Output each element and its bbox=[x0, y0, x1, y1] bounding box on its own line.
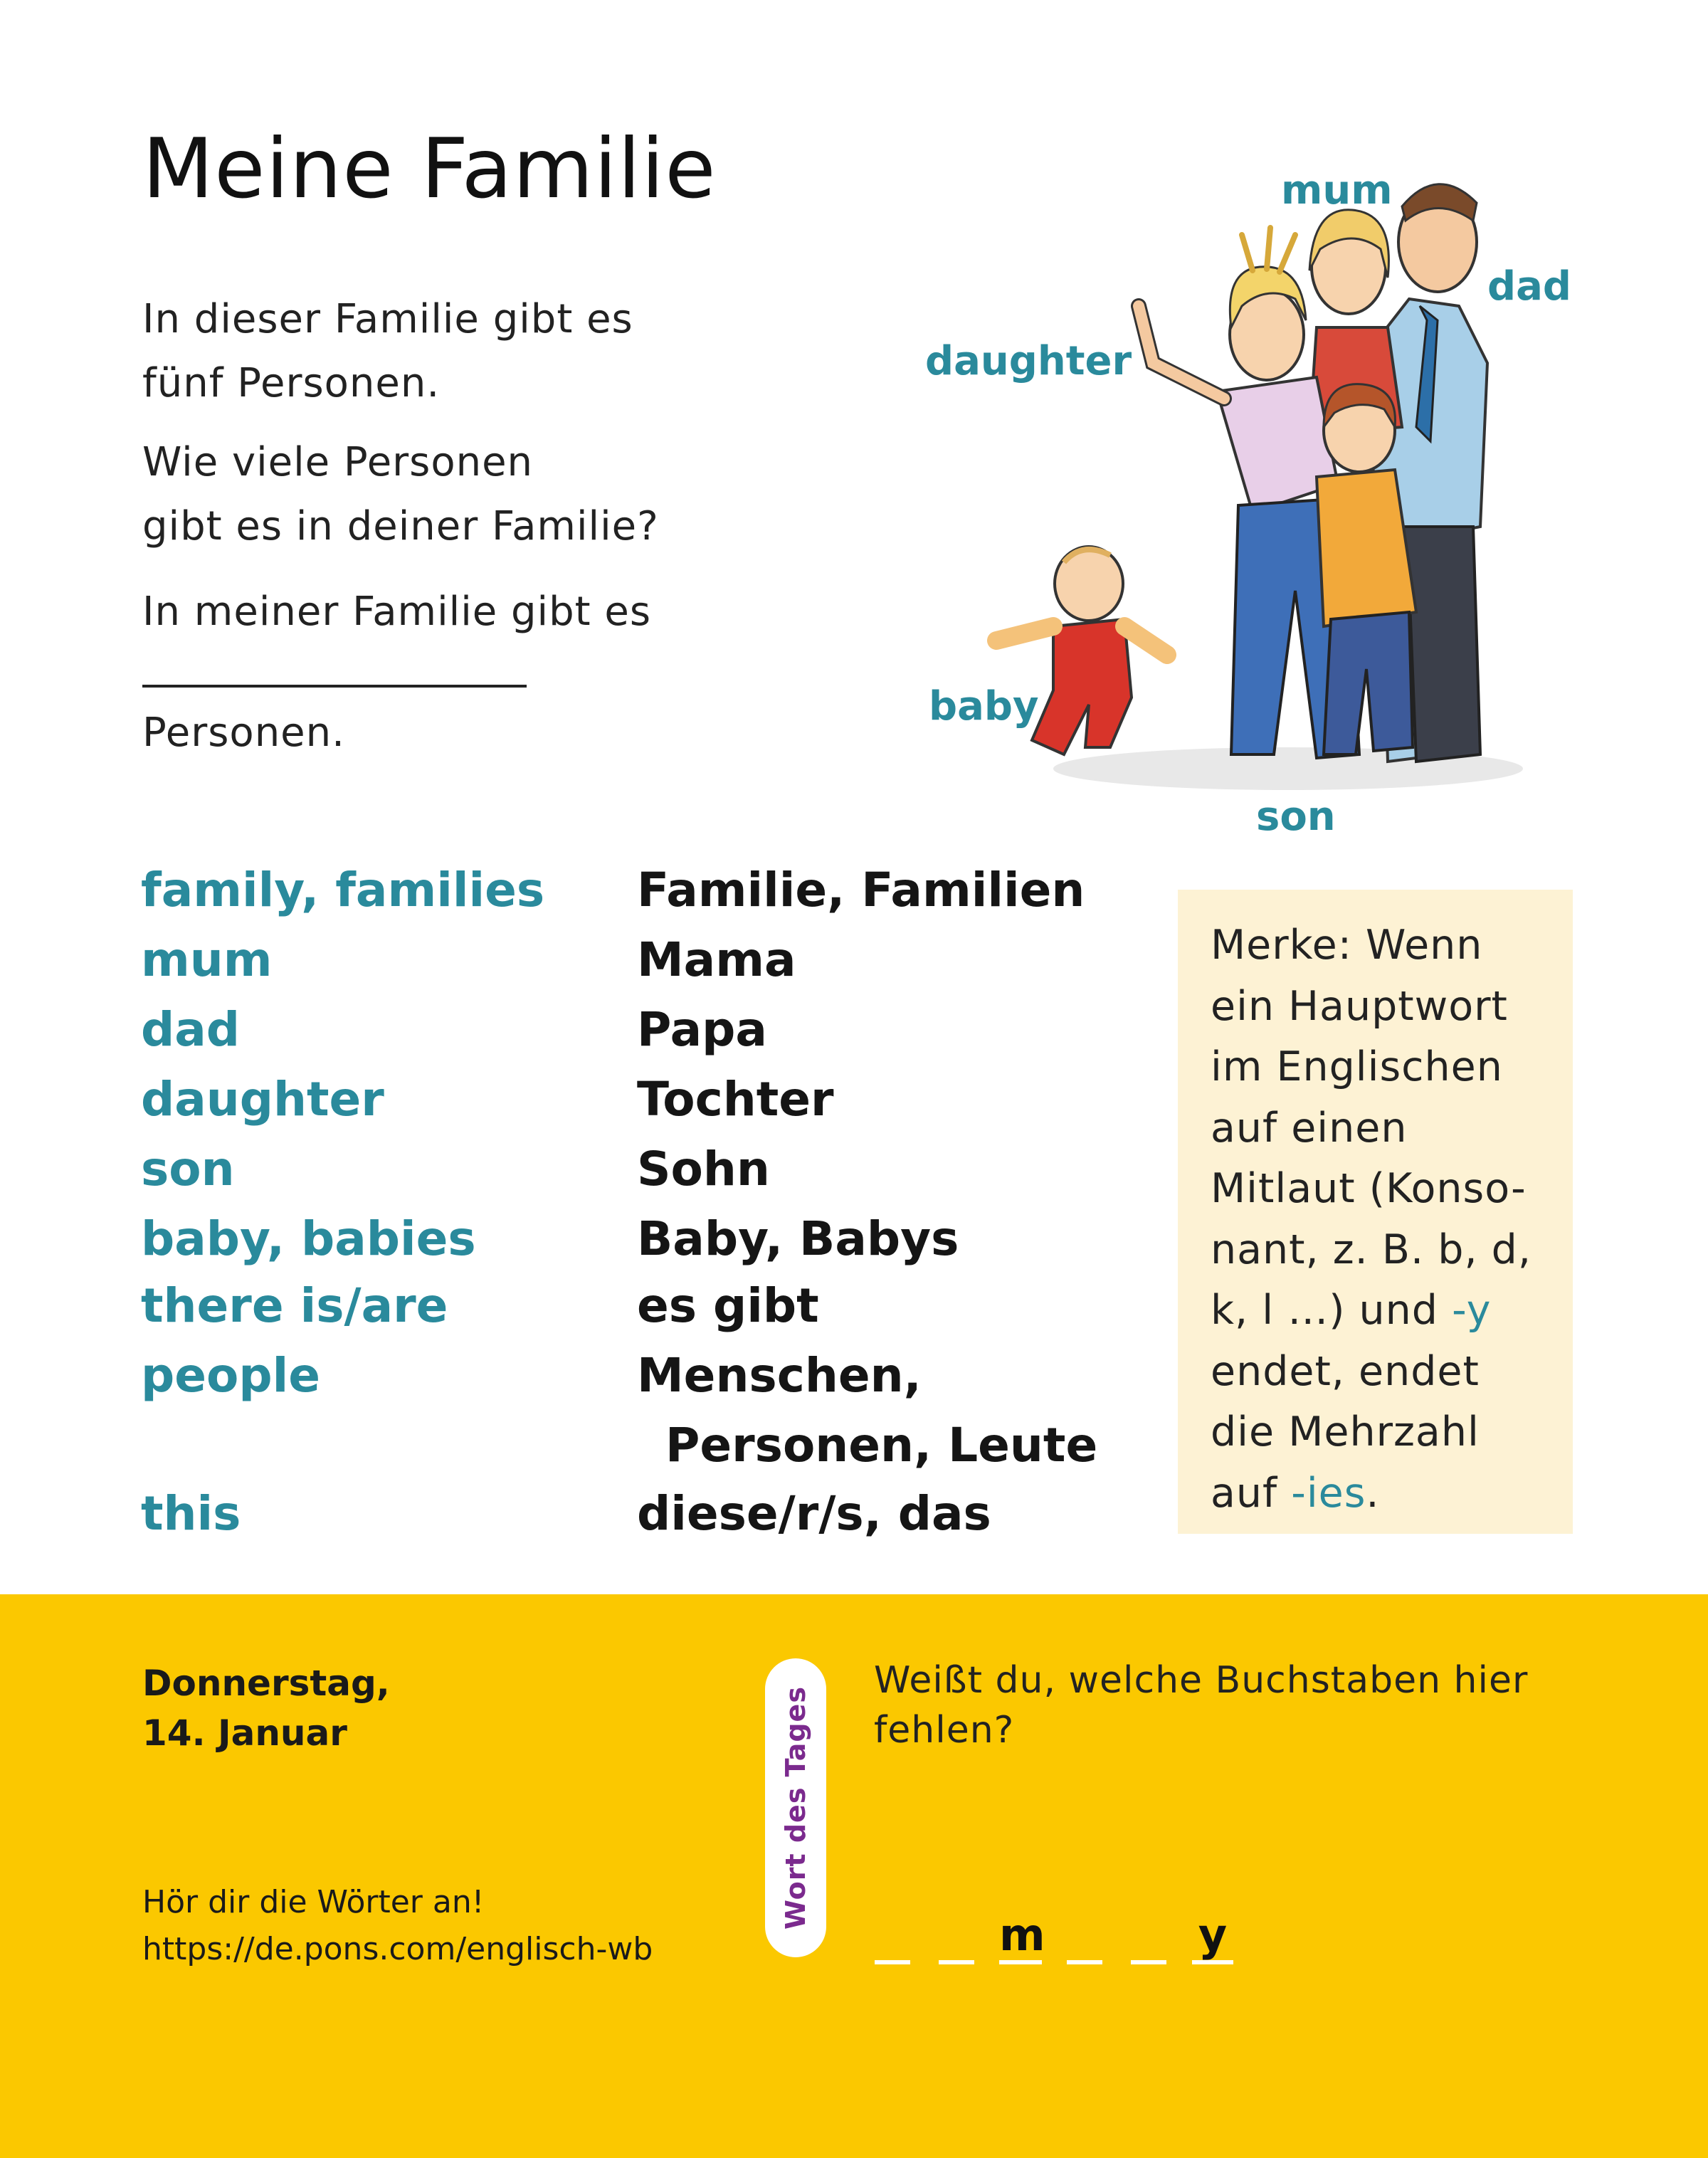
audio-hint bbox=[142, 1879, 653, 1973]
label-mum: mum bbox=[1281, 167, 1393, 214]
vocab-de-3: Papa bbox=[637, 1002, 767, 1057]
word-of-day-tab bbox=[765, 1658, 826, 1957]
puzzle-question-line-1: Weißt du, welche Buchstaben hier bbox=[874, 1659, 1529, 1702]
vocab-de-2: Mama bbox=[637, 932, 796, 987]
letter-slot-4[interactable] bbox=[1064, 1900, 1105, 1964]
letter-slot-3 bbox=[999, 1900, 1045, 1964]
intro-question-1: Wie viele Personen bbox=[142, 439, 534, 485]
date-weekday: Donnerstag, bbox=[142, 1663, 390, 1704]
grammar-note-text bbox=[1211, 915, 1559, 1524]
grammar-note-box bbox=[1178, 890, 1573, 1534]
letter-puzzle bbox=[872, 1893, 1256, 1964]
note-line-5: Mitlaut (Konso- bbox=[1211, 1165, 1527, 1212]
note-line-10-text: auf bbox=[1211, 1469, 1292, 1517]
word-of-day-label: Wort des Tages bbox=[780, 1686, 811, 1930]
intro-answer-suffix: Personen. bbox=[142, 710, 345, 756]
vocab-en-4: daughter bbox=[141, 1072, 384, 1127]
note-line-10-end: . bbox=[1366, 1469, 1380, 1517]
letter-slot-6 bbox=[1192, 1900, 1233, 1964]
suffix-ies-highlight: -ies bbox=[1291, 1469, 1366, 1517]
label-baby: baby bbox=[929, 683, 1039, 730]
letter-blank bbox=[875, 1960, 910, 1964]
suffix-y-highlight: -y bbox=[1452, 1287, 1492, 1334]
date-day: 14. Januar bbox=[142, 1712, 347, 1754]
vocab-de-8-continued: Personen, Leute bbox=[665, 1418, 1098, 1473]
puzzle-question-line-2: fehlen? bbox=[874, 1709, 1015, 1752]
date-label bbox=[142, 1658, 390, 1758]
note-line-4: auf einen bbox=[1211, 1104, 1408, 1152]
vocab-de-5: Sohn bbox=[637, 1142, 770, 1196]
page-title: Meine Familie bbox=[142, 121, 717, 217]
label-daughter: daughter bbox=[925, 338, 1132, 384]
vocab-en-10: this bbox=[141, 1486, 241, 1541]
letter-slot-2[interactable] bbox=[936, 1900, 977, 1964]
vocab-de-1: Familie, Familien bbox=[637, 863, 1085, 917]
answer-blank-line[interactable] bbox=[142, 685, 527, 688]
note-line-9: die Mehrzahl bbox=[1211, 1409, 1480, 1456]
family-illustration bbox=[918, 128, 1587, 847]
intro-question-2: gibt es in deiner Familie? bbox=[142, 503, 659, 549]
vocab-en-8: people bbox=[141, 1348, 320, 1403]
intro-line-2: fünf Personen. bbox=[142, 360, 441, 406]
letter-blank bbox=[939, 1960, 974, 1964]
audio-link[interactable]: https://de.pons.com/englisch-wb bbox=[142, 1931, 653, 1967]
label-son: son bbox=[1256, 794, 1336, 840]
letter-blank bbox=[1067, 1960, 1102, 1964]
note-line-3: im Englischen bbox=[1211, 1043, 1503, 1090]
note-line-7 bbox=[1211, 1280, 1559, 1342]
given-letter-y: y bbox=[1192, 1910, 1233, 1964]
note-line-2: ein Hauptwort bbox=[1211, 982, 1508, 1030]
puzzle-question bbox=[874, 1656, 1586, 1755]
vocab-de-4: Tochter bbox=[637, 1072, 834, 1127]
family-drawing bbox=[918, 128, 1587, 847]
vocab-en-3: dad bbox=[141, 1002, 241, 1057]
vocab-de-7: es gibt bbox=[637, 1278, 819, 1333]
vocab-en-5: son bbox=[141, 1142, 235, 1196]
label-dad: dad bbox=[1487, 263, 1571, 310]
intro-line-1: In dieser Familie gibt es bbox=[142, 296, 633, 342]
vocab-en-7: there is/are bbox=[141, 1278, 448, 1333]
vocab-de-6: Baby, Babys bbox=[637, 1211, 959, 1266]
letter-slot-1[interactable] bbox=[872, 1900, 913, 1964]
letter-slot-5[interactable] bbox=[1128, 1900, 1169, 1964]
intro-answer-prefix: In meiner Familie gibt es bbox=[142, 589, 652, 635]
note-line-10 bbox=[1211, 1463, 1559, 1525]
audio-hint-text: Hör dir die Wörter an! bbox=[142, 1884, 485, 1920]
note-line-8: endet, endet bbox=[1211, 1347, 1480, 1395]
letter-blank bbox=[1131, 1960, 1166, 1964]
vocab-en-2: mum bbox=[141, 932, 273, 987]
note-line-7-text: k, l …) und bbox=[1211, 1287, 1453, 1334]
note-line-1: Merke: Wenn bbox=[1211, 922, 1483, 969]
vocab-en-1: family, families bbox=[141, 863, 545, 917]
note-line-6: nant, z. B. b, d, bbox=[1211, 1226, 1532, 1273]
vocab-de-8: Menschen, bbox=[637, 1348, 922, 1403]
vocab-de-10: diese/r/s, das bbox=[637, 1486, 991, 1541]
given-letter-m: m bbox=[999, 1910, 1042, 1964]
vocab-en-6: baby, babies bbox=[141, 1211, 476, 1266]
